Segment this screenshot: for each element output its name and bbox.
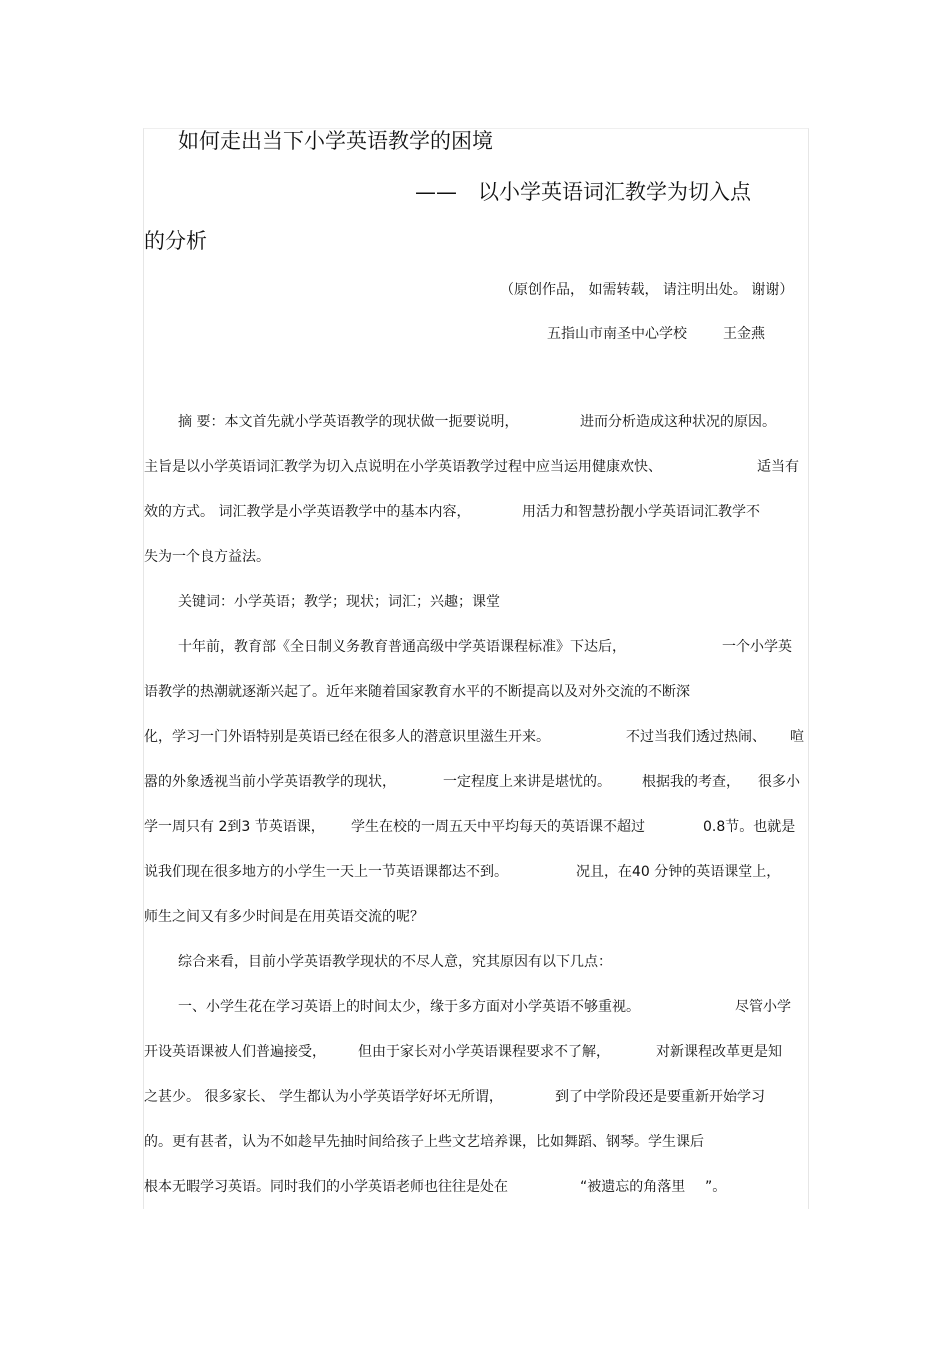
abstract-line-part: 适当有 [757, 459, 799, 475]
paragraph-line-part: 喧 [790, 729, 804, 745]
paragraph-line-part: 尽管小学 [735, 999, 791, 1015]
paragraph-line: 师生之间又有多少时间是在用英语交流的呢？ [144, 909, 424, 925]
paragraph-line: 开设英语课被人们普遍接受， [144, 1044, 326, 1060]
paragraph-line-part: 况且，在40 分钟的英语课堂上， [576, 864, 781, 880]
paragraph-line-part: 一定程度上来讲是堪忧的。 [443, 774, 611, 790]
paragraph-line: 一、小学生花在学习英语上的时间太少，缘于多方面对小学英语不够重视。 [178, 999, 640, 1015]
document-subtitle: 以小学英语词汇教学为切入点 [478, 180, 751, 204]
author-name: 王金燕 [723, 326, 765, 342]
subtitle-dash: —— [415, 180, 457, 204]
paragraph-line: 综合来看，目前小学英语教学现状的不尽人意，究其原因有以下几点： [178, 954, 612, 970]
copyright-note: （原创作品， 如需转载， 请注明出处。 谢谢） [500, 282, 794, 298]
paragraph-line-part: 根据我的考查， [642, 774, 740, 790]
document-title: 如何走出当下小学英语教学的困境 [178, 129, 493, 153]
paragraph-line-part: 到了中学阶段还是要重新开始学习 [555, 1089, 765, 1105]
paragraph-line: 说我们现在很多地方的小学生一天上一节英语课都达不到。 [144, 864, 508, 880]
keywords-line: 关键词：小学英语；教学；现状；词汇；兴趣；课堂 [178, 594, 500, 610]
paragraph-line: 之甚少。 很多家长、 学生都认为小学英语学好坏无所谓， [144, 1089, 503, 1105]
paragraph-line: 根本无暇学习英语。同时我们的小学英语老师也往往是处在 [144, 1179, 508, 1195]
abstract-line: 主旨是以小学英语词汇教学为切入点说明在小学英语教学过程中应当运用健康欢快、 [144, 459, 662, 475]
abstract-line-part: 进而分析造成这种状况的原因。 [580, 414, 776, 430]
paragraph-line: 嚣的外象透视当前小学英语教学的现状， [144, 774, 396, 790]
paragraph-line-part: 0.8节。也就是 [703, 819, 796, 835]
abstract-line: 失为一个良方益法。 [144, 549, 270, 565]
paragraph-line: 化，学习一门外语特别是英语已经在很多人的潜意识里滋生开来。 [144, 729, 550, 745]
abstract-line-part: 用活力和智慧扮靓小学英语词汇教学不 [522, 504, 760, 520]
paragraph-line-part: 学生在校的一周五天中平均每天的英语课不超过 [351, 819, 645, 835]
abstract-line: 摘 要：本文首先就小学英语教学的现状做一扼要说明， [178, 414, 519, 430]
paragraph-line: 语教学的热潮就逐渐兴起了。近年来随着国家教育水平的不断提高以及对外交流的不断深 [144, 684, 690, 700]
paragraph-line-part: 对新课程改革更是知 [656, 1044, 782, 1060]
paragraph-line: 十年前，教育部《全日制义务教育普通高级中学英语课程标准》下达后， [178, 639, 626, 655]
paragraph-line-part: “被遗忘的角落里 [580, 1179, 686, 1195]
paragraph-line-part: ”。 [705, 1179, 727, 1195]
paragraph-line-part: 但由于家长对小学英语课程要求不了解， [358, 1044, 610, 1060]
document-subtitle-continued: 的分析 [144, 229, 207, 253]
paragraph-line-part: 一个小学英 [722, 639, 792, 655]
paragraph-line-part: 很多小 [758, 774, 800, 790]
abstract-line: 效的方式。 词汇教学是小学英语教学中的基本内容， [144, 504, 471, 520]
author-school: 五指山市南圣中心学校 [547, 326, 687, 342]
paragraph-line: 的。更有甚者，认为不如趁早先抽时间给孩子上些文艺培养课，比如舞蹈、钢琴。学生课后 [144, 1134, 704, 1150]
paragraph-line: 学一周只有 2到3 节英语课， [144, 819, 325, 835]
paragraph-line-part: 不过当我们透过热闹、 [626, 729, 766, 745]
